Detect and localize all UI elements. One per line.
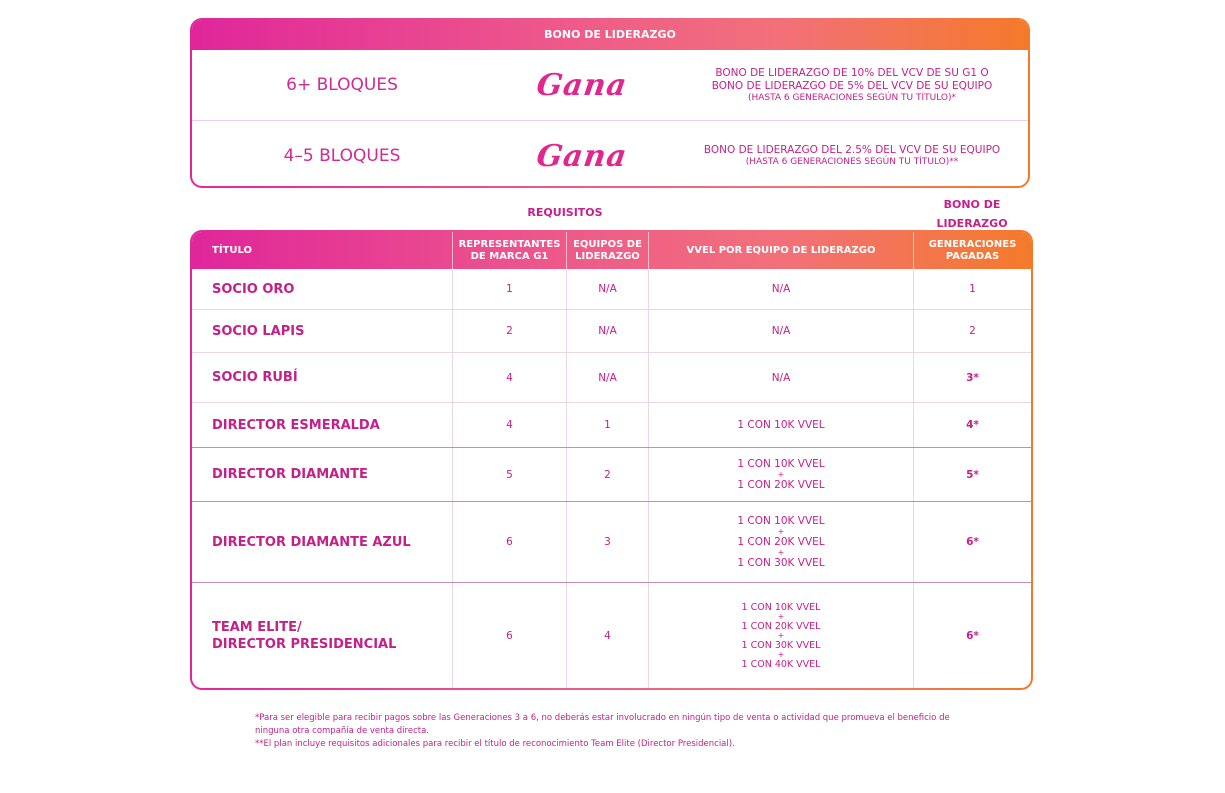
row-eq: N/A xyxy=(567,310,649,352)
row-rep: 1 xyxy=(453,269,567,309)
row-eq: N/A xyxy=(567,353,649,402)
vvel-line: 1 CON 20K VVEL xyxy=(737,535,825,548)
gana-script-text: Gana xyxy=(534,138,630,174)
header-line: GENERACIONES xyxy=(928,238,1017,250)
row-rep: 6 xyxy=(453,583,567,688)
row-gen: 2 xyxy=(969,325,976,337)
row-title xyxy=(192,583,453,688)
row-rep: 6 xyxy=(453,502,567,582)
plus-sign: + xyxy=(777,630,785,640)
leadership-bonus-inner xyxy=(192,20,1028,186)
tier-desc-line: (HASTA 6 GENERACIONES SEGÚN TU TÍTULO)** xyxy=(745,157,959,167)
row-rep: 4 xyxy=(453,403,567,447)
titles-table-frame xyxy=(190,230,1033,690)
row-vvel: N/A xyxy=(649,269,914,309)
footnotes xyxy=(255,712,985,751)
plus-sign: + xyxy=(777,611,785,621)
tier-row-6-blocks xyxy=(192,50,1028,121)
tier-name: 4–5 BLOQUES xyxy=(283,146,401,166)
row-title: SOCIO LAPIS xyxy=(192,310,453,352)
leadership-bonus-box xyxy=(190,18,1030,188)
row-title: SOCIO ORO xyxy=(192,269,453,309)
vvel-line: 1 CON 10K VVEL xyxy=(737,457,825,470)
row-vvel xyxy=(649,583,914,688)
header-line: DE MARCA G1 xyxy=(470,250,549,262)
row-rep: 5 xyxy=(453,448,567,501)
row-title-line: DIRECTOR PRESIDENCIAL xyxy=(212,636,397,652)
vvel-line: 1 CON 30K VVEL xyxy=(737,556,825,569)
bono-label-line: BONO DE xyxy=(943,198,1001,211)
vvel-line: 1 CON 20K VVEL xyxy=(741,620,821,632)
leadership-bonus-label xyxy=(912,195,1032,233)
tier-row-4-5-blocks xyxy=(192,121,1028,186)
row-title: DIRECTOR ESMERALDA xyxy=(192,403,453,447)
table-row xyxy=(192,583,1031,688)
row-gen: 1 xyxy=(969,283,976,295)
leadership-bonus-header: BONO DE LIDERAZGO xyxy=(192,20,1028,50)
row-eq: N/A xyxy=(567,269,649,309)
row-rep: 4 xyxy=(453,353,567,402)
row-vvel: N/A xyxy=(649,310,914,352)
footnote: *Para ser elegible para recibir pagos sobre las Generaciones 3 a 6, no deberás estar involucrado en ningún tipo de venta o actividad que promueva el beneficio de ninguna otra compañía de venta directa. xyxy=(255,713,950,736)
row-vvel: N/A xyxy=(649,353,914,402)
header-line: REPRESENTANTES xyxy=(458,238,561,250)
table-row xyxy=(192,310,1031,353)
plus-sign: + xyxy=(777,547,785,557)
row-eq: 3 xyxy=(567,502,649,582)
header-vvel: VVEL POR EQUIPO DE LIDERAZGO xyxy=(649,232,914,269)
gana-script-text: Gana xyxy=(534,67,630,103)
table-header xyxy=(192,232,1031,269)
bono-label-line: LIDERAZGO xyxy=(936,217,1008,230)
tier-description xyxy=(682,50,1022,120)
row-rep: 2 xyxy=(453,310,567,352)
tier-desc-line: BONO DE LIDERAZGO DEL 2.5% DEL VCV DE SU EQUIPO xyxy=(703,144,1001,156)
row-vvel: 1 CON 10K VVEL xyxy=(649,403,914,447)
header-titulo: TÍTULO xyxy=(192,232,453,269)
requirements-label: REQUISITOS xyxy=(527,206,603,219)
table-row xyxy=(192,502,1031,583)
header-line: LIDERAZGO xyxy=(575,250,640,262)
row-eq: 4 xyxy=(567,583,649,688)
tier-name: 6+ BLOQUES xyxy=(286,75,398,95)
footnote: **El plan incluye requisitos adicionales para recibir el título de reconocimiento Team Elite (Director Presidencial). xyxy=(255,739,735,749)
tier-description xyxy=(682,121,1022,186)
plus-sign: + xyxy=(777,469,785,479)
header-representantes xyxy=(453,232,567,269)
vvel-line: 1 CON 30K VVEL xyxy=(741,639,821,651)
tier-desc-line: BONO DE LIDERAZGO DE 10% DEL VCV DE SU G1 O xyxy=(715,66,989,79)
vvel-line: 1 CON 10K VVEL xyxy=(737,514,825,527)
plus-sign: + xyxy=(777,526,785,536)
titles-table xyxy=(192,232,1031,688)
header-line: PAGADAS xyxy=(945,250,1000,262)
row-gen: 5* xyxy=(966,468,979,481)
vvel-line: 1 CON 10K VVEL xyxy=(741,601,821,613)
row-gen: 3* xyxy=(966,371,979,384)
vvel-line: 1 CON 20K VVEL xyxy=(737,478,825,491)
row-eq: 2 xyxy=(567,448,649,501)
header-equipos xyxy=(567,232,649,269)
table-row xyxy=(192,448,1031,502)
row-gen: 6* xyxy=(966,536,979,548)
table-row xyxy=(192,353,1031,403)
row-title: SOCIO RUBÍ xyxy=(192,353,453,402)
header-generaciones xyxy=(914,232,1031,269)
row-gen: 4* xyxy=(966,419,979,431)
row-vvel xyxy=(649,448,914,501)
row-title: DIRECTOR DIAMANTE xyxy=(192,448,453,501)
row-vvel xyxy=(649,502,914,582)
vvel-line: 1 CON 40K VVEL xyxy=(741,658,821,670)
table-row xyxy=(192,403,1031,448)
table-row xyxy=(192,269,1031,310)
header-line: EQUIPOS DE xyxy=(573,238,642,250)
tier-desc-line: (HASTA 6 GENERACIONES SEGÚN TU TÍTULO)* xyxy=(747,92,957,103)
row-title: DIRECTOR DIAMANTE AZUL xyxy=(192,502,453,582)
row-gen: 6* xyxy=(966,629,979,642)
tier-desc-line: BONO DE LIDERAZGO DE 5% DEL VCV DE SU EQUIPO xyxy=(711,79,993,92)
row-title-line: TEAM ELITE/ xyxy=(212,619,302,635)
plus-sign: + xyxy=(777,649,785,659)
row-eq: 1 xyxy=(567,403,649,447)
